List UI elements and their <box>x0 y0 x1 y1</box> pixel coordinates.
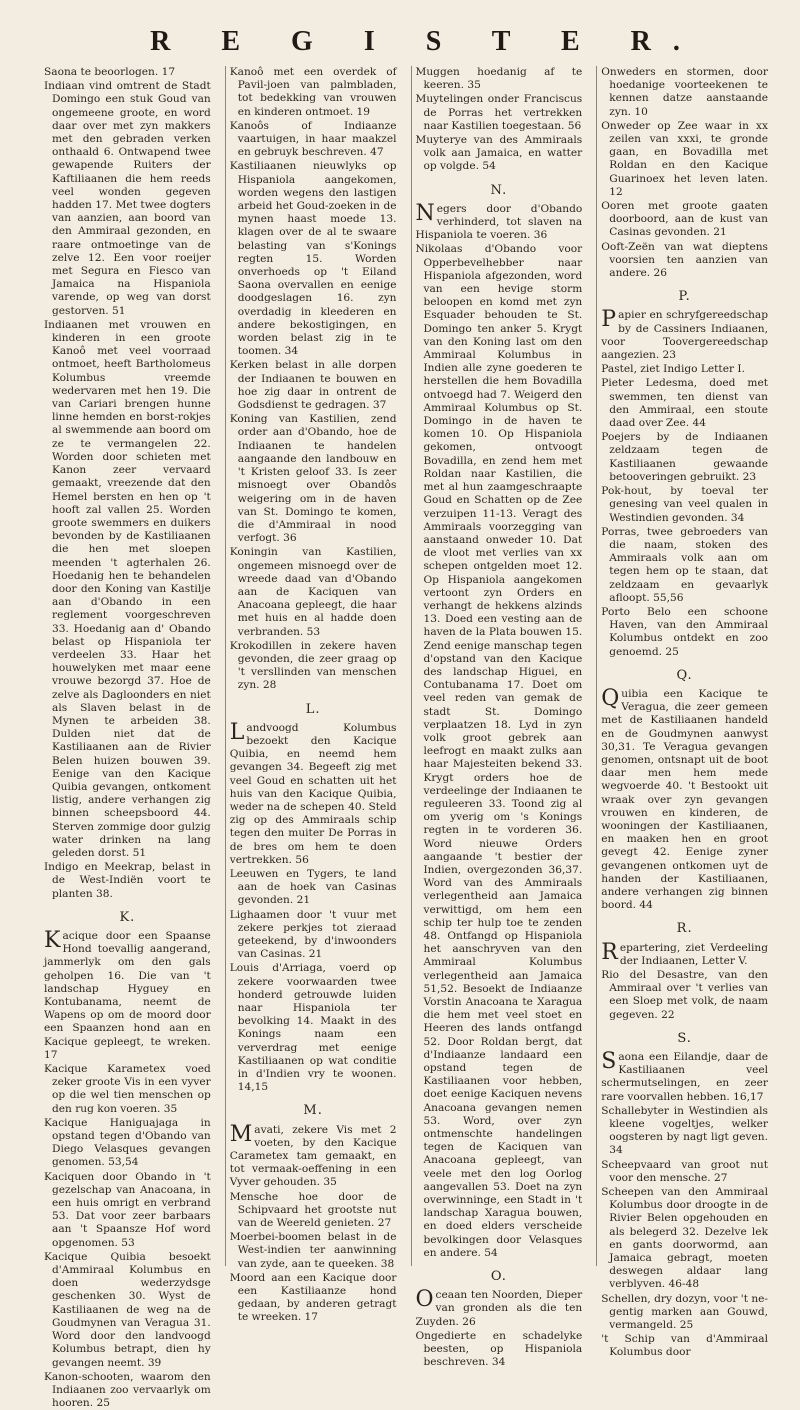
register-entry <box>416 93 583 133</box>
entry-text: aona een Eilandje, daar de Kastiliaanen veel schermutselingen, en zeer rare voorvallen hebben. 16,17 <box>601 1051 768 1103</box>
entry-text: Porras, twee gebroeders van die naam, stoken des Ammiraals volk aan om tegen hem op te staan, dat zeldzaam en gevaarlyk afloopt. 55,56 <box>601 525 768 604</box>
register-entry <box>601 1051 768 1104</box>
drop-cap: O <box>415 1287 434 1313</box>
entry-text: Kastiliaanen nieuwlyks op Hispaniola aangekomen, worden wegens den lastigen arbeid het Goud-zoeken in de mynen haast moede 13. klagen over de al te swaare belasting van s'Konings regten 15. Worden onverhoeds op 't Eiland Saona overvallen en eenige doodgeslagen 16. zyn overdadig in kleederen en andere bekostigingen, en worden belast zig in te toomen. 34 <box>229 160 397 358</box>
register-entry <box>601 66 768 119</box>
entry-text: Scheepvaard van groot nut voor den mensche. 27 <box>601 1158 768 1184</box>
register-entry <box>230 66 397 119</box>
register-entry <box>601 120 768 199</box>
register-entry <box>230 868 397 908</box>
register-entry <box>601 526 768 605</box>
register-entry <box>601 363 768 376</box>
entry-text: Pieter Ledesma, doed met swemmen, ten dienst van den Ammiraal, een stoute daad over Zee. 44 <box>601 377 768 430</box>
register-entry <box>416 243 583 1260</box>
register-entry <box>44 1371 211 1410</box>
entry-text: Nikolaas d'Obando voor Opperbevelhebber naar Hispaniola afgezonden, word van een hevige storm beloopen en komd met zyn Esquader behouden te St. Domingo ten anker 5. Krygt van den Koning last om den Ammiraal Kolumbus in Indien alle zyne goederen te herstellen die hem Bovadilla ontvoegd had 7. Weigerd den Ammiraal Kolumbus op St. Domingo in de haven te komen 10. Op Hispaniola gekomen, ontvoogt Bovadilla, en zend hem met Roldan naar Kastilien, die met al hun zaamgeschraapte Goud en Schatten op de Zee verzuipen 11-13. Veragt des Ammiraals voorzegging van aanstaand onweder 10. Dat de vloot met verlies van xx schepen ontgelden moet 12. Op Hispaniola aangekomen vertoont zyn Orders en verhangt de hekkens alzinds 13. Doed een vesting aan de haven de la Plata bouwen 15. Zend eenige manschap tegen d'opstand van den Kacique des landschap Higuei, en Contubanama 17. Doet om veel reden van gemak de stadt St. Domingo verplaatzen 18. Lyd in zyn volk groot gebrek aan leefrogt en maakt zulks aan haar Majesteiten bekend 33. Krygt orders hoe de verdeelinge der Indiaanen te reguleeren 33. Toond zig al om yverig om 's Konings regten in te vorderen 36. Word nieuwe Orders aangaande 't bestier der Indien, overgezonden 36,37. Word van des Ammiraals verlegentheid aan Jamaica verwittigd, om hem een schip ter hulp toe te zenden 48. Ontfangd op Hispaniola het aanschryven van den Ammiraal Kolumbus verlegentheid aan Jamaica 51,52. Besoekt de Indiaanze Vorstin Anacoana te Xaragua die hem met veel stoet en Heeren des lands ontfangd 52. Door Roldan bergt, dat d'Indiaanze landaard een opstand tegen de Kastiliaanen voor hebben, doet eenige Kaciquen nevens Anacoana gevangen nemen 53. Word, over zyn ontmenschte handelingen tegen de Kaciquen van Anacoana gepleegt, van veele met den log Oorlog aangevallen 53. Doet na zyn overwinninge, een Stadt in 't landschap Xaragua bouwen, en doed elders verscheide bevolkingen door Velasques en andere. 54 <box>415 243 583 1259</box>
entry-text: Kanoô met een overdek of Pavil-joen van palmbladen, tot bedekking van vrouwen en kinderen ontmoet. 19 <box>229 66 397 118</box>
entry-text: Kanon-schooten, waarom den Indiaanen zoo vervaarlyk om hooren. 25 <box>44 1370 211 1410</box>
drop-cap: S <box>601 1049 617 1075</box>
column-2 <box>225 66 401 1324</box>
entry-text: Muytelingen onder Franciscus de Porras het vertrekken naar Kastilien toegestaan. 56 <box>415 93 583 132</box>
drop-cap: R <box>601 939 618 965</box>
register-entry <box>601 431 768 484</box>
register-entry <box>44 319 211 860</box>
register-entry <box>44 1117 211 1170</box>
entry-text: Schellen, dry dozyn, voor 't ne-gentig marken aan Gouwd, vermangeld. 25 <box>601 1292 768 1332</box>
entry-text: Saona te beoorlogen. 17 <box>44 66 176 78</box>
entry-text: Onweders en stormen, door hoedanige voorteekenen te kennen datze aanstaande zyn. 10 <box>601 66 768 118</box>
register-entry <box>229 719 397 867</box>
section-letter: L. <box>305 701 321 717</box>
section-letter: P. <box>678 289 691 305</box>
register-entry <box>601 309 768 362</box>
drop-cap: P <box>601 307 617 333</box>
entry-text: Indiaan vind omtrent de Stadt Domingo een stuk Goud van ongemeene groote, en word daar over met zyn makkers met den gebraden verken onthaald 6. Ontwapend twee gewapende Ruiters der Kaftiliaanen die hem reeds veel wonden gegeven hadden 17. Met twee dogters van aanzien, aan boord van den Ammiraal gezonden, en raare ontmoetinge van de zelve 12. Een voor roeijer met Segura en Fiesco van Jamaica na Hispaniola varende, op weg van dorst gestorven. 51 <box>44 80 211 317</box>
section-letter: N. <box>490 182 508 198</box>
column-1 <box>40 66 215 1410</box>
register-entry <box>44 930 211 1062</box>
column-3 <box>411 66 587 1369</box>
entry-text: Schallebyter in Westindien als kleene vogeltjes, welker oogsteren by nagt ligt geven. 34 <box>601 1104 768 1157</box>
entry-text: Louis d'Arriaga, voerd op zekere voorwaarden twee honderd getrouwde luiden naar Hispaniola ter bevolking 14. Maakt in des Konings naam een ververdrag met eenige Kastiliaanen op wat conditie in d'Indien vry te woonen. 14,15 <box>229 962 397 1094</box>
register-entry <box>44 1251 211 1370</box>
section-letter: R. <box>676 921 693 937</box>
entry-text: avati, zekere Vis met 2 voeten, by den Kacique Carametex tam gemaakt, en tot vermaak-oeffening in een Vyver gehouden. 35 <box>229 1123 397 1189</box>
entry-text: Indiaanen met vrouwen en kinderen in een groote Kanoô met veel voorraad ontmoet, heeft Bartholomeus Kolumbus vreemde wedervaren met hen 19. Die van Cariari brengen hunne linne hemden en borst-rokjes al swemmende aan boord om ze te vermangelen 22. Worden door schieten met Kanon zeer vervaard gemaakt, vreezende dat den Hemel bersten en hen op 't hooft zal vallen 25. Worden groote swemmers en duikers bevonden by de Kastiliaanen die hen met sloepen meenden 't agterhalen 26. Hoedanig hen te behandelen door den Koning van Kastilje aan d'Obando in een reglement voorgeschreven 33. Hoedanig aan d' Obando belast op Hispaniola ter verdeelen 33. Haar het houwelyken met maar eene vrouwe bezorgd 37. Hoe de zelve als Dagloonders en niet als Slaven belast in de Mynen te arbeiden 38. Dulden niet dat de Kastiliaanen aan de Rivier Belen huizen bouwen 39. Eenige van den Kacique Quibia gevangen, ontkoment listig, andere verhangen zig binnen scheepsboord 44. Sterven zommige door gulzig water drinken na lang geleden dorst. 51 <box>44 318 211 859</box>
entry-text: Kacique Karametex voed zeker groote Vis in een vyver op die wel tien menschen op den rug kon voeren. 35 <box>44 1063 211 1115</box>
drop-cap: N <box>415 200 435 226</box>
entry-text: Mensche hoe door de Schipvaard het grootste nut van de Weereld genieten. 27 <box>229 1190 397 1230</box>
entry-text: egers door d'Obando verhinderd, tot slaven na Hispaniola te voeren. 36 <box>415 202 583 242</box>
entry-text: Pastel, ziet Indigo Letter I. <box>601 363 745 376</box>
register-entry <box>601 969 768 1022</box>
register-entry <box>601 1293 768 1333</box>
register-entry <box>601 241 768 281</box>
register-entry <box>230 1191 397 1231</box>
register-entry <box>601 200 768 240</box>
entry-text: Kacique Haniguajaga in opstand tegen d'Obando van Diego Velasques gevangen genomen. 53,54 <box>44 1116 211 1169</box>
drop-cap: K <box>44 928 61 953</box>
register-entry <box>601 939 768 968</box>
entry-text: Krokodillen in zekere haven gevonden, die zeer graag op 't versllinden van menschen zyn. 28 <box>229 639 397 692</box>
register-entry <box>601 377 768 430</box>
drop-cap: M <box>229 1121 253 1147</box>
entry-text: uibia een Kacique te Veragua, die zeer gemeen met de Kastiliaanen handeld en de Goudmynen aanwyst 30,31. Te Veragua gevangen genomen, ontsnapt uit de boot daar men hem mede wegvoerde 40. 't Bestookt uit wraak over zyn gevangen vrouwen en kinderen, de wooningen der Kastiliaanen, en maaken hen en groot gevegt 42. Eenige zyner gevangenen ontkomen uyt de handen der Kastiliaanen, andere verhangen zig binnen boord. 44 <box>601 687 768 912</box>
entry-text: Kaciquen door Obando in 't gezelschap van Anacoana, in een huis omrigt en verbrand 53. Dat voor zeer barbaars aan 't Spaansze Hof word opgenomen. 53 <box>44 1170 211 1249</box>
register-entry <box>230 640 397 693</box>
entry-text: Muyterye van des Ammiraals volk aan Jamaica, en watter op volgde. 54 <box>415 134 583 173</box>
register-entry <box>44 861 211 901</box>
register-entry <box>416 66 583 92</box>
entry-text: Koningin van Kastilien, ongemeen misnoegd over de wreede daad van d'Obando aan de Kaciquen van Anacoana gepleegt, die haar met huis en al hadde doen verbranden. 53 <box>229 546 397 638</box>
register-entry <box>230 909 397 962</box>
register-entry <box>416 1330 583 1370</box>
drop-cap: Q <box>601 685 620 711</box>
register-entry <box>601 1186 768 1292</box>
column-4 <box>596 66 772 1359</box>
entry-text: Moerbei-boomen belast in de West-indien ter aanwinning van zyde, aan te queeken. 38 <box>229 1231 397 1270</box>
entry-text: Muggen hoedanig af te keeren. 35 <box>415 66 583 92</box>
section-letter: K. <box>119 909 136 925</box>
entry-text: acique door een Spaanse Hond toevallig aangerand, jammerlyk om den gals geholpen 16. Die van 't landschap Hyguey en Kontubanama, neemt de Wapens op om de moord door een Spaanzen hond aan en Kacique gepleegt, te wreken. 17 <box>44 930 211 1061</box>
entry-text: Scheepen van den Ammiraal Kolumbus door droogte in de Rivier Belen opgehouden en als belegerd 32. Dezelve lek en gants doorwormd, aan Jamaica gebragt, moeten deswegen aldaar lang verblyven. 46-48 <box>601 1186 768 1291</box>
register-entry <box>44 1063 211 1116</box>
register-entry <box>230 359 397 412</box>
register-entry <box>229 1121 397 1190</box>
entry-text: ceaan ten Noorden, Dieper van gronden als die ten Zuyden. 26 <box>415 1289 583 1328</box>
section-letter: Q. <box>676 667 693 683</box>
entry-text: Koning van Kastilien, zend order aan d'Obando, hoe de Indiaanen te handelen aangaande den landbouw en 't Kristen geloof 33. Is zeer misnoegt over Obandôs weigering om in de haven van St. Domingo te komen, die d'Ammiraal in nood verfogt. 36 <box>229 413 397 545</box>
entry-text: apier en schryfgereedschap by de Cassiners Indiaanen, voor Toovergereedschap aangezien. 23 <box>601 309 768 362</box>
entry-text: Moord aan een Kacique door een Kastiliaanze hond gedaan, by anderen getragt te wreeken. 17 <box>229 1271 397 1324</box>
register-entry <box>601 1333 768 1359</box>
register-columns <box>40 66 772 1410</box>
entry-text: Rio del Desastre, van den Ammiraal over 't verlies van een Sloep met volk, de naam gegeven. 22 <box>601 969 768 1021</box>
entry-text: Leeuwen en Tygers, te land aan de hoek van Casinas gevonden. 21 <box>229 867 397 907</box>
register-entry <box>230 546 397 638</box>
register-entry <box>601 1105 768 1158</box>
register-entry <box>44 80 211 318</box>
entry-text: Kerken belast in alle dorpen der Indiaanen te bouwen en hoe zig daar in ontrent de Godsdienst te gedragen. 37 <box>229 359 397 412</box>
register-entry <box>230 160 397 358</box>
entry-text: Indigo en Meekrap, belast in de West-Indiën voort te planten 38. <box>44 861 211 900</box>
register-entry <box>601 1159 768 1185</box>
register-entry <box>416 1289 583 1329</box>
register-entry <box>415 200 583 243</box>
entry-text: Poejers by de Indiaanen zeldzaam tegen de Kastiliaanen gewaande betooveringen gebruikt. 23 <box>601 431 768 483</box>
entry-text: Porto Belo een schoone Haven, van den Ammiraal Kolumbus ontdekt en zoo genoemd. 25 <box>601 605 768 658</box>
register-entry <box>601 485 768 525</box>
entry-text: Kanoôs of Indiaanze vaartuigen, in haar maakzel en gebruyk beschreven. 47 <box>229 119 397 159</box>
register-entry <box>230 962 397 1094</box>
register-entry <box>601 606 768 659</box>
register-entry <box>44 1171 211 1250</box>
register-entry <box>601 685 768 912</box>
register-entry <box>230 120 397 160</box>
entry-text: epartering, ziet Verdeeling der Indiaanen, Letter V. <box>619 941 768 967</box>
entry-text: Ooft-Zeën van wat dieptens voorsien ten aanzien van andere. 26 <box>601 240 768 280</box>
entry-text: Lighaamen door 't vuur met zekere perkjes tot zieraad geteekend, by d'inwoonders van Casinas. 21 <box>229 908 397 961</box>
entry-text: Ongedierte en schadelyke beesten, op Hispaniola beschreven. 34 <box>415 1329 583 1369</box>
register-entry <box>230 413 397 545</box>
entry-text: andvoogd Kolumbus bezoekt den Kacique Quibia, en neemd hem gevangen 34. Begeeft zig met veel Goud en schatten uit het huis van den Kacique Quibia, weder na de schepen 40. Steld zig op des Ammiraals schip tegen den muiter De Porras in de bres om hem te doen vertrekken. 56 <box>229 721 397 866</box>
entry-text: Pok-hout, by toeval ter genesing van veel qualen in Westindien gevonden. 34 <box>601 485 768 524</box>
entry-text: Kacique Quibia besoekt d'Ammiraal Kolumbus en doen wederzydsge geschenken 30. Wyst de Kastiliaanen de weg na de Goudmynen van Veragua 31. Word door den landvoogd Kolumbus betrapt, dien hy gevangen neemt. 39 <box>44 1250 211 1369</box>
section-letter: S. <box>677 1030 692 1046</box>
register-entry <box>416 134 583 174</box>
page-title: R E G I S T E R. <box>150 26 702 57</box>
entry-text: Onweder op Zee waar in xx zeilen van xxxi, te gronde gaan, en Bovadilla met Roldan en den Kacique Guarinoex het leven laten. 12 <box>601 119 768 198</box>
entry-text: 't Schip van d'Ammiraal Kolumbus door <box>601 1333 768 1359</box>
drop-cap: L <box>229 719 245 745</box>
section-letter: M. <box>303 1103 323 1119</box>
entry-text: Ooren met groote gaaten doorboord, aan de kust van Casinas gevonden. 21 <box>601 200 768 239</box>
section-letter: O. <box>490 1269 507 1285</box>
register-entry <box>44 66 211 79</box>
register-entry <box>230 1272 397 1325</box>
register-entry <box>230 1231 397 1271</box>
